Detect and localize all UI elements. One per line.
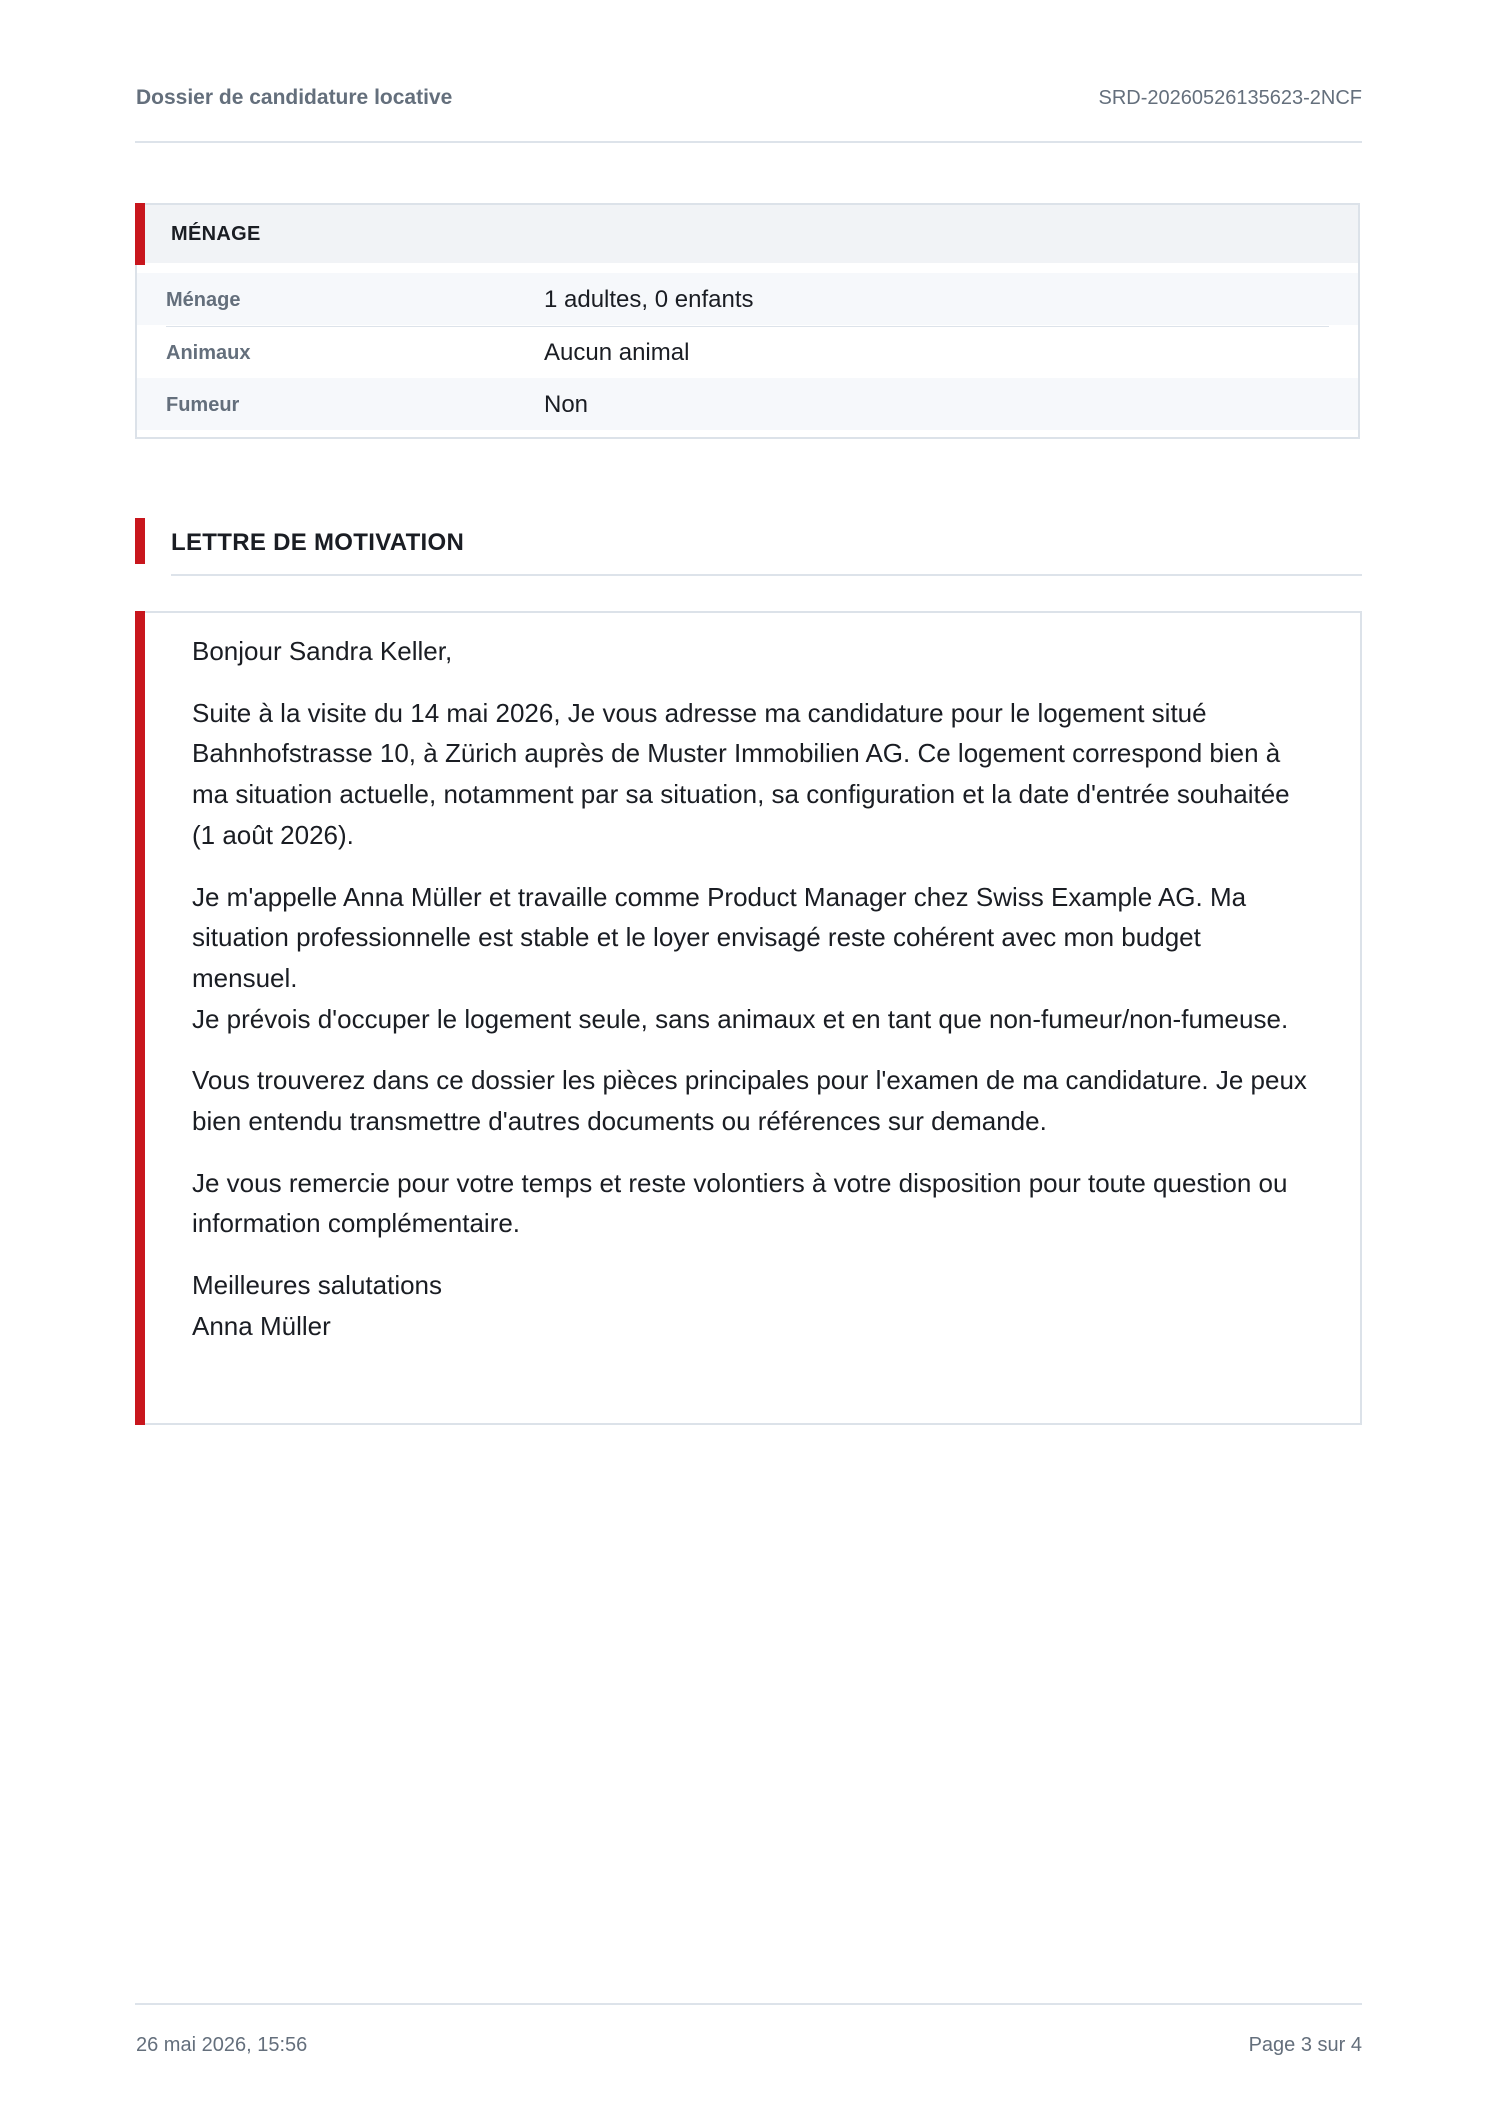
row-label: Animaux bbox=[166, 342, 251, 364]
motivation-section-heading bbox=[135, 518, 1362, 576]
letter-signature: Anna Müller bbox=[192, 1310, 331, 1341]
household-card-header bbox=[137, 205, 1358, 263]
section-divider bbox=[171, 574, 1362, 576]
letter-accent-bar bbox=[135, 611, 145, 1425]
letter-body bbox=[192, 631, 1312, 1368]
household-row-menage bbox=[137, 273, 1358, 325]
household-card bbox=[135, 203, 1360, 439]
row-label: Ménage bbox=[166, 289, 241, 311]
document-header bbox=[135, 85, 1362, 143]
row-value: Non bbox=[544, 391, 589, 418]
document-page bbox=[135, 0, 1362, 2105]
letter-paragraph: Suite à la visite du 14 mai 2026, Je vous adresse ma candidature pour le logement situé Bahnhofstrasse 10, à Zürich auprès de Muster Immobilien AG. Ce logement correspond bien à ma situation actuelle, notamment par sa situation, sa configuration et la date d'entrée souhaitée (1 août 2026). bbox=[192, 697, 1290, 850]
letter-paragraph-block bbox=[192, 877, 1312, 1040]
letter-paragraph: Vous trouverez dans ce dossier les pièces principales pour l'examen de ma candidature. Je peux bien entendu transmettre d'autres documents ou références sur demande. bbox=[192, 1065, 1307, 1137]
letter-greeting: Bonjour Sandra Keller, bbox=[192, 636, 453, 666]
letter-signoff bbox=[192, 1265, 1312, 1346]
household-row-fumeur bbox=[137, 378, 1358, 430]
document-title: Dossier de candidature locative bbox=[136, 86, 453, 109]
letter-paragraph: Je prévois d'occuper le logement seule, sans animaux et en tant que non-fumeur/non-fumeuse. bbox=[192, 1003, 1289, 1034]
motivation-accent-bar bbox=[135, 518, 145, 564]
row-label: Fumeur bbox=[166, 394, 240, 416]
motivation-section-label: LETTRE DE MOTIVATION bbox=[171, 529, 465, 556]
household-section-label: MÉNAGE bbox=[171, 223, 261, 245]
motivation-letter-card bbox=[135, 611, 1362, 1425]
row-value: 1 adultes, 0 enfants bbox=[544, 286, 754, 313]
footer-date: 26 mai 2026, 15:56 bbox=[136, 2034, 308, 2056]
letter-paragraph: Je m'appelle Anna Müller et travaille comme Product Manager chez Swiss Example AG. Ma situation professionnelle est stable et le loyer envisagé reste cohérent avec mon budget mensuel. bbox=[192, 881, 1247, 993]
letter-paragraph: Je vous remercie pour votre temps et reste volontiers à votre disposition pour toute question ou information complémentaire. bbox=[192, 1167, 1288, 1239]
row-value: Aucun animal bbox=[544, 339, 690, 366]
page-number: Page 3 sur 4 bbox=[1248, 2034, 1362, 2056]
document-reference: SRD-20260526135623-2NCF bbox=[1098, 87, 1362, 109]
household-row-animaux bbox=[137, 326, 1358, 378]
letter-closing: Meilleures salutations bbox=[192, 1270, 443, 1301]
household-accent-bar bbox=[135, 203, 145, 265]
document-footer bbox=[135, 2003, 1362, 2065]
